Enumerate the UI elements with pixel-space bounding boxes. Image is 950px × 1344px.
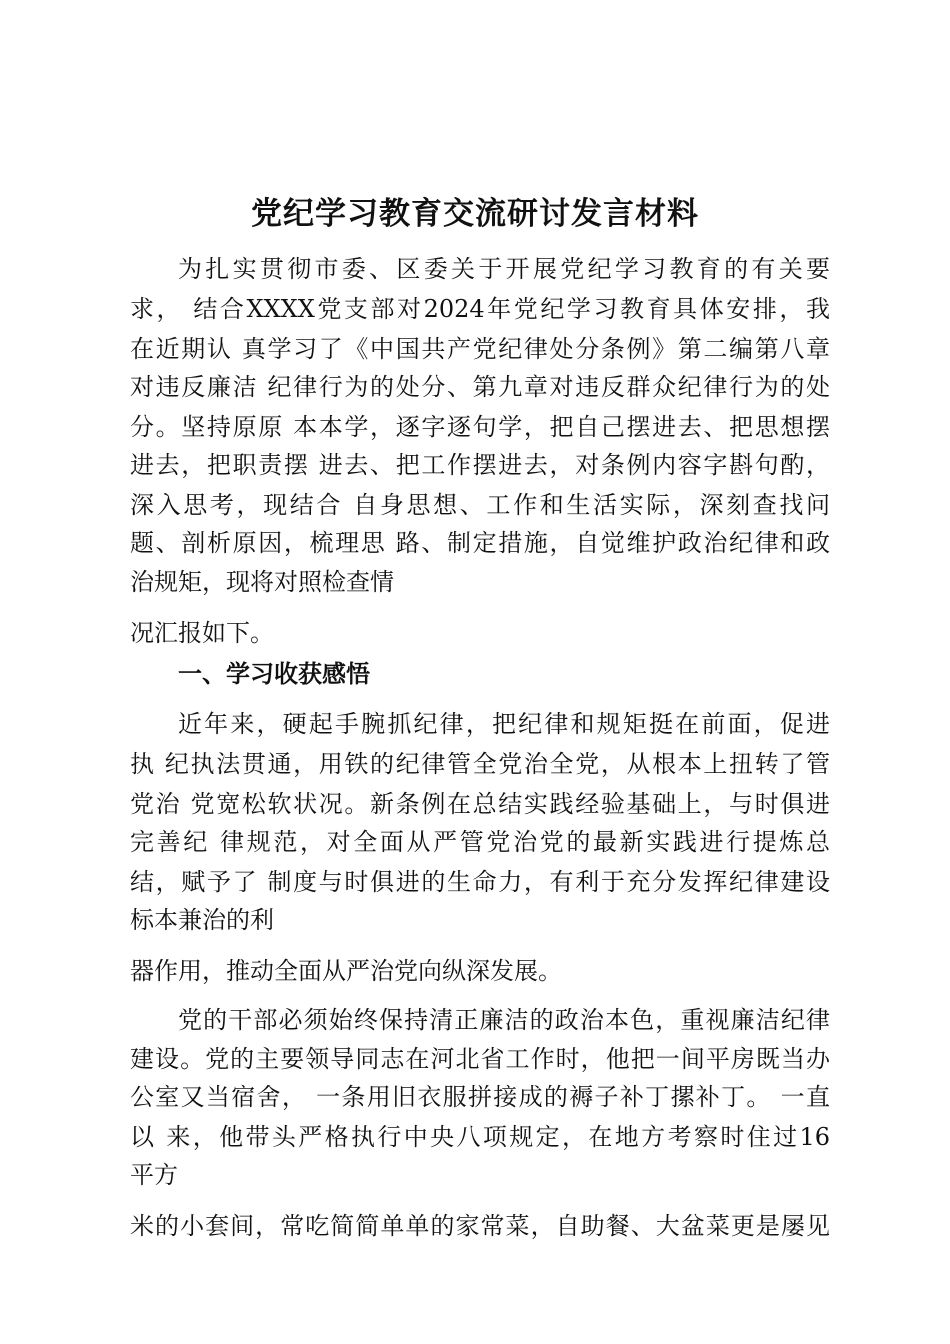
paragraph-line: 执 纪执法贯通，用铁的纪律管全党治全党，从根本上扭转了管 bbox=[130, 750, 830, 778]
paragraph-line: 题、剖析原因，梳理思 路、制定措施，自觉维护政治纪律和政 bbox=[130, 529, 830, 557]
paragraph-line: 为扎实贯彻市委、区委关于开展党纪学习教育的有关要 bbox=[178, 255, 830, 283]
paragraph-line: 平方 bbox=[130, 1161, 178, 1189]
paragraph-line: 在近期认 真学习了《中国共产党纪律处分条例》第二编第八章 bbox=[130, 335, 830, 363]
paragraph-line: 建设。党的主要领导同志在河北省工作时，他把一间平房既当办 bbox=[130, 1045, 830, 1073]
paragraph-line: 对违反廉洁 纪律行为的处分、第九章对违反群众纪律行为的处 bbox=[130, 373, 830, 401]
paragraph-line: 结，赋予了 制度与时俱进的生命力，有利于充分发挥纪律建设 bbox=[130, 868, 830, 896]
paragraph-line: 深入思考，现结合 自身思想、工作和生活实际，深刻查找问 bbox=[130, 491, 830, 519]
paragraph-line: 分。坚持原原 本本学，逐字逐句学，把自己摆进去、把思想摆 bbox=[130, 413, 830, 441]
paragraph-line: 完善纪 律规范，对全面从严管党治党的最新实践进行提炼总 bbox=[130, 828, 830, 856]
paragraph-line: 公室又当宿舍， 一条用旧衣服拼接成的褥子补丁摞补丁。 一直 bbox=[130, 1083, 830, 1111]
paragraph-line: 党治 党宽松软状况。新条例在总结实践经验基础上，与时俱进 bbox=[130, 790, 830, 818]
paragraph-line: 党的干部必须始终保持清正廉洁的政治本色，重视廉洁纪律 bbox=[178, 1006, 830, 1034]
paragraph-line: 以 来，他带头严格执行中央八项规定，在地方考察时住过16 bbox=[130, 1123, 830, 1151]
paragraph-line: 治规矩，现将对照检查情 bbox=[130, 568, 394, 596]
paragraph-line: 器作用，推动全面从严治党向纵深发展。 bbox=[130, 957, 562, 985]
paragraph-line: 标本兼治的利 bbox=[130, 906, 274, 934]
paragraph-line: 近年来，硬起手腕抓纪律，把纪律和规矩挺在前面，促进 bbox=[178, 710, 830, 738]
paragraph-line: 况汇报如下。 bbox=[130, 619, 274, 647]
section-heading: 一、学习收获感悟 bbox=[178, 660, 370, 688]
paragraph-line: 求， 结合XXXX党支部对2024年党纪学习教育具体安排，我 bbox=[130, 295, 830, 323]
document-title: 党纪学习教育交流研讨发言材料 bbox=[251, 196, 699, 232]
paragraph-line: 米的小套间，常吃简简单单的家常菜，自助餐、大盆菜更是屡见 bbox=[130, 1212, 830, 1240]
paragraph-line: 进去，把职责摆 进去、把工作摆进去，对条例内容字斟句酌， bbox=[130, 451, 830, 479]
